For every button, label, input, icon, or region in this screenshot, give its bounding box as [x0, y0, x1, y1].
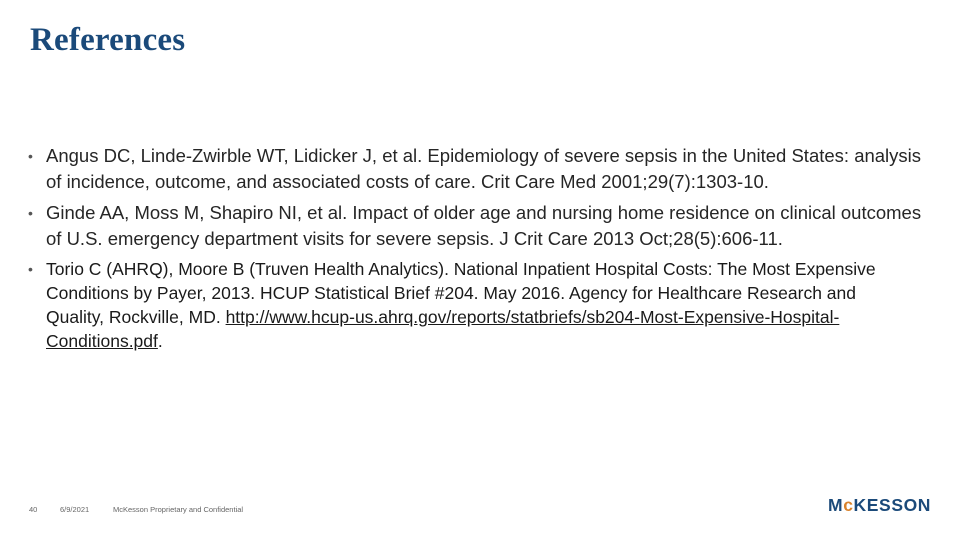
reference-text: Angus DC, Linde-Zwirble WT, Lidicker J, et al. Epidemiology of severe sepsis in the United States: analysis of incidence, outcome, and associated costs of care. Crit Care Med 2001;29(7):1303-10.: [46, 145, 922, 192]
reference-item: [28, 257, 906, 353]
reference-text: Torio C (AHRQ), Moore B (Truven Health Analytics). National Inpatient Hospital Costs: The Most Expensive Conditions by Payer, 2013. HCUP Statistical Brief #204. May 2016. Agency for Healthcare Research and Quality, Rockville, MD.: [46, 259, 876, 327]
reference-link[interactable]: http://www.hcup-us.ahrq.gov/reports/statbriefs/sb204-Most-Expensive-Hospital-Conditions.pdf: [46, 307, 840, 351]
mckesson-logo: [828, 495, 931, 516]
bullet-icon: •: [28, 148, 33, 164]
logo-accent: c: [843, 495, 854, 515]
reference-text: Ginde AA, Moss M, Shapiro NI, et al. Impact of older age and nursing home residence on clinical outcomes of U.S. emergency department visits for severe sepsis. J Crit Care 2013 Oct;28(5):606-11.: [46, 202, 922, 249]
reference-suffix: .: [157, 331, 163, 351]
footer-confidential: McKesson Proprietary and Confidential: [113, 505, 244, 514]
bullet-icon: •: [28, 205, 33, 221]
reference-item: [28, 200, 940, 252]
logo-part2: KESSON: [853, 495, 932, 515]
footer-date: 6/9/2021: [60, 505, 90, 514]
slide-number: 40: [29, 505, 38, 514]
logo-part1: M: [828, 495, 844, 515]
reference-item: [28, 143, 940, 195]
reference-list: [28, 143, 940, 358]
page-title: References: [30, 22, 186, 58]
bullet-icon: •: [28, 261, 33, 277]
